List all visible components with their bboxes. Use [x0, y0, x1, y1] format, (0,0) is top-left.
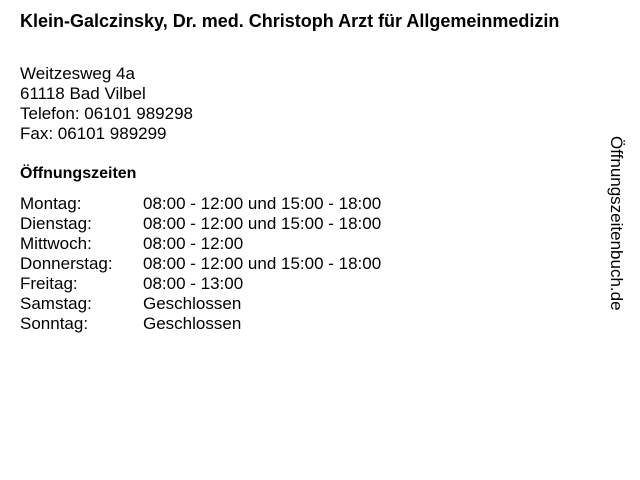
day-label: Sonntag: — [20, 314, 89, 333]
time-value: 08:00 - 12:00 und 15:00 - 18:00 — [143, 214, 382, 233]
day-label: Donnerstag: — [20, 254, 113, 273]
day-label: Mittwoch: — [20, 234, 92, 253]
time-value: 08:00 - 13:00 — [143, 274, 244, 293]
time-value: 08:00 - 12:00 und 15:00 - 18:00 — [143, 194, 382, 213]
hours-row-thursday — [20, 254, 381, 274]
time-value: 08:00 - 12:00 und 15:00 - 18:00 — [143, 254, 382, 273]
day-label: Montag: — [20, 194, 82, 213]
day-label: Samstag: — [20, 294, 92, 313]
opening-hours-heading: Öffnungszeiten — [20, 165, 137, 182]
hours-row-friday — [20, 274, 381, 294]
address-block — [20, 64, 193, 144]
site-watermark: Öffnungszeitenbuch.de — [607, 136, 626, 311]
phone-number: Telefon: 06101 989298 — [20, 104, 193, 123]
hours-row-sunday — [20, 314, 381, 334]
hours-row-tuesday — [20, 214, 381, 234]
hours-row-wednesday — [20, 234, 381, 254]
hours-row-saturday — [20, 294, 381, 314]
time-value: Geschlossen — [143, 314, 242, 333]
day-label: Freitag: — [20, 274, 78, 293]
time-value: Geschlossen — [143, 294, 242, 313]
street-address: Weitzesweg 4a — [20, 64, 135, 83]
city-postal: 61118 Bad Vilbel — [20, 84, 146, 103]
opening-hours-list — [20, 194, 381, 334]
hours-row-monday — [20, 194, 381, 214]
time-value: 08:00 - 12:00 — [143, 234, 244, 253]
fax-number: Fax: 06101 989299 — [20, 124, 167, 143]
day-label: Dienstag: — [20, 214, 92, 233]
business-name: Klein-Galczinsky, Dr. med. Christoph Arzt für Allgemeinmedizin — [20, 11, 560, 31]
